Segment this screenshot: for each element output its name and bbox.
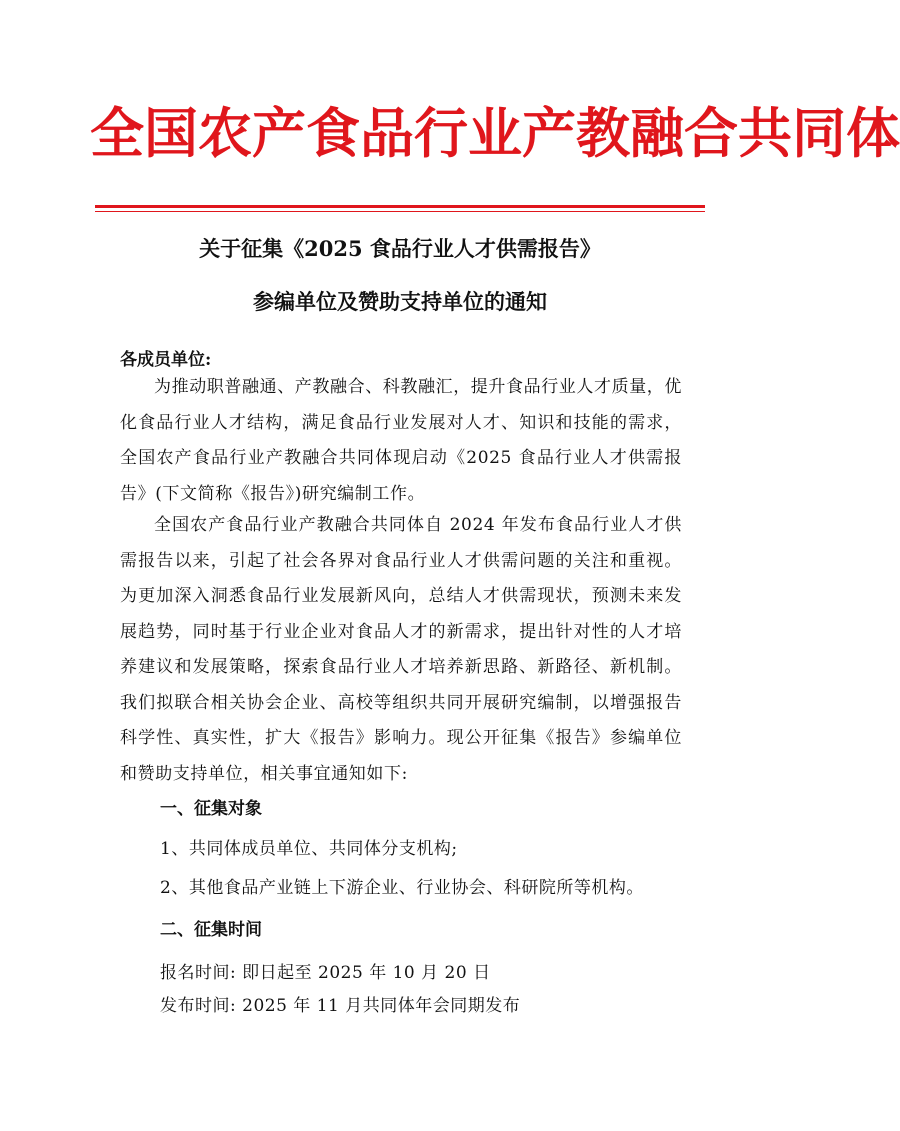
body-paragraph-2: 全国农产食品行业产教融合共同体自 2024 年发布食品行业人才供需报告以来，引起了社会各界对食品行业人才供需问题的关注和重视。为更加深入洞悉食品行业发展新风向，总结人才供需现状，预测未来发展趋势，同时基于行业企业对食品人才的新需求，提出针对性的人才培养建议和发展策略，探索食品行业人才培养新思路、新路径、新机制。我们拟联合相关协会企业、高校等组织共同开展研究编制，以增强报告科学性、真实性，扩大《报告》影响力。现公开征集《报告》参编单位和赞助支持单位，相关事宜通知如下: (120, 515, 682, 784)
organization-header: 全国农产食品行业产教融合共同体 (90, 101, 900, 165)
header-rule-thick (95, 205, 705, 208)
notice-title-line-2: 参编单位及赞助支持单位的通知 (253, 289, 547, 314)
salutation: 各成员单位: (120, 350, 212, 370)
body-paragraph-1: 为推动职普融通、产教融合、科教融汇，提升食品行业人才质量，优化食品行业人才结构，满足食品行业发展对人才、知识和技能的需求，全国农产食品行业产教融合共同体现启动《2025 食品行业人才供需报告》(下文简称《报告》)研究编制工作。 (120, 377, 682, 504)
registration-time: 报名时间: 即日起至 2025 年 10 月 20 日 (160, 963, 491, 983)
section-heading-collection-time: 二、征集时间 (160, 920, 262, 940)
release-time: 发布时间: 2025 年 11 月共同体年会同期发布 (160, 996, 521, 1016)
list-item: 1、共同体成员单位、共同体分支机构; (160, 839, 458, 859)
notice-title-line-1: 关于征集《2025 食品行业人才供需报告》 (199, 236, 601, 261)
header-rule-thin (95, 211, 705, 212)
section-heading-collection-targets: 一、征集对象 (160, 799, 262, 819)
list-item: 2、其他食品产业链上下游企业、行业协会、科研院所等机构。 (160, 878, 644, 898)
